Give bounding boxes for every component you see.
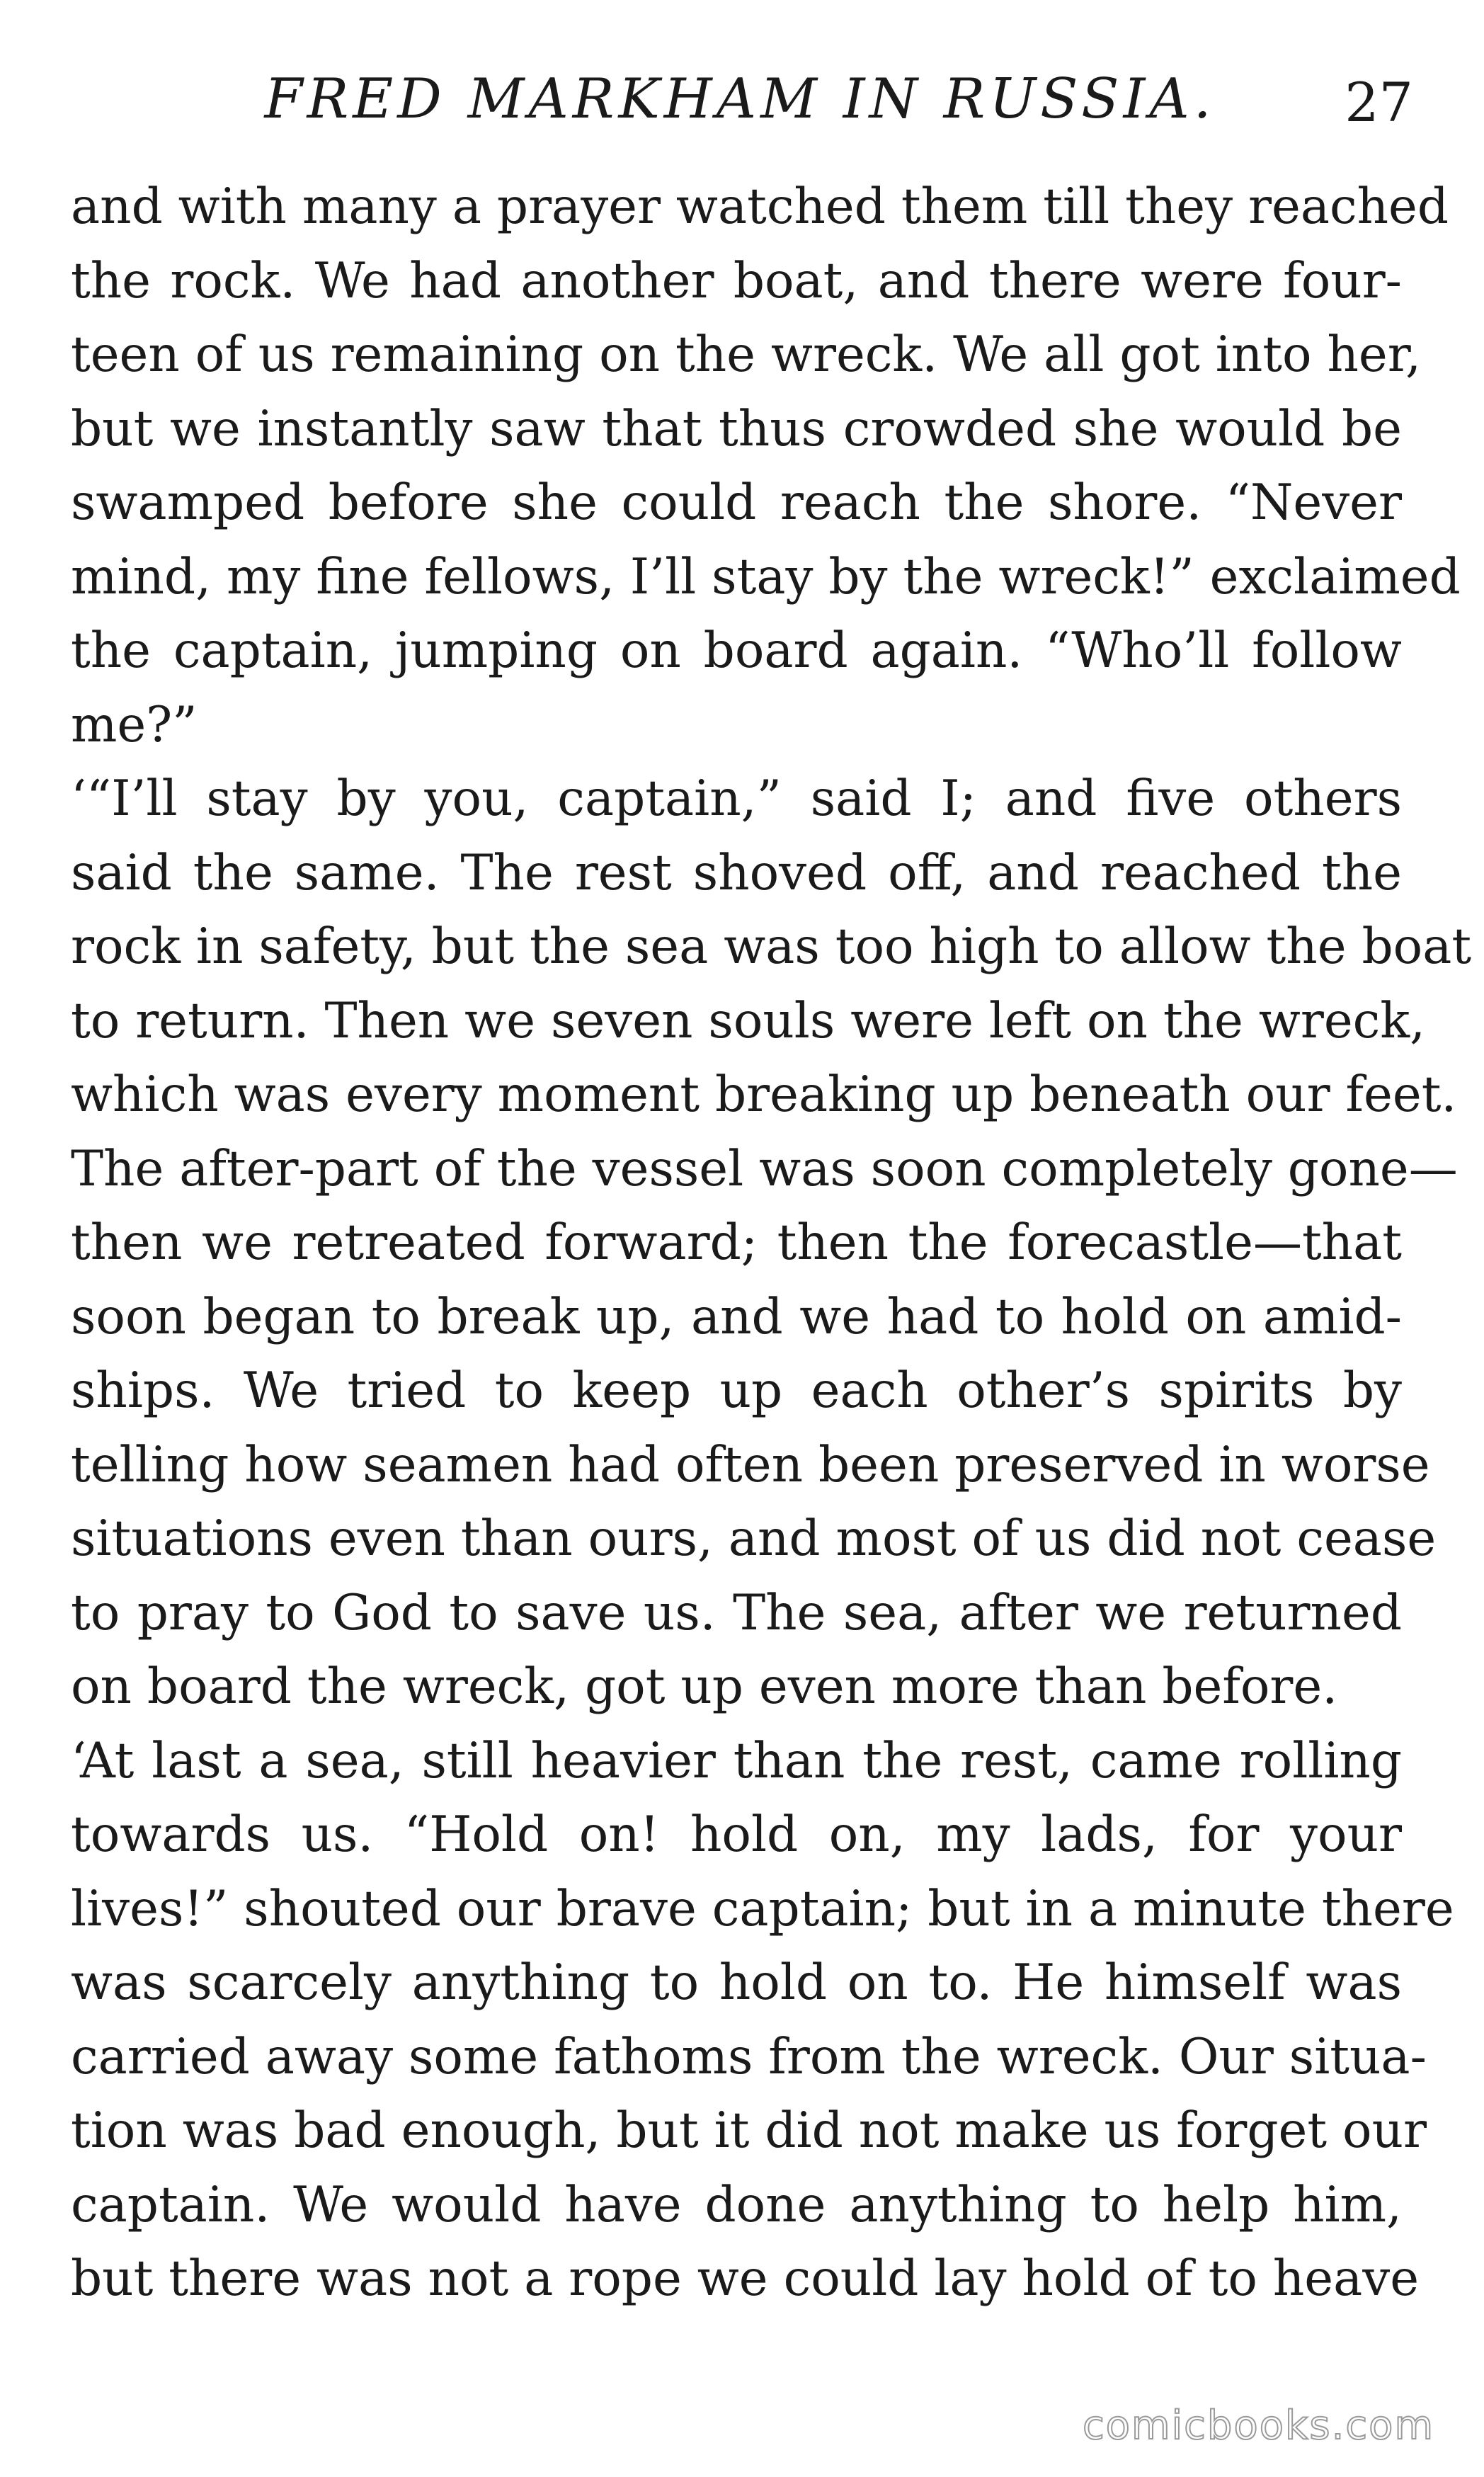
text-line: The after-part of the vessel was soon completely gone— [71,1140,1458,1197]
text-line: situations even than ours, and most of us did not cease [71,1510,1437,1567]
text-line: telling how seamen had often been preserved in worse [71,1436,1430,1493]
text-line: lives!” shouted our brave captain; but in a minute there [71,1880,1454,1937]
text-line: but we instantly saw that thus crowded she would be [71,400,1402,457]
text-line: said the same. The rest shoved off, and reached the [71,844,1402,901]
running-title: FRED MARKHAM IN RUSSIA. [264,67,1216,131]
text-line: towards us. “Hold on! hold on, my lads, for your [71,1806,1402,1863]
text-line: the captain, jumping on board again. “Who’ll follow [71,622,1402,679]
text-line: which was every moment breaking up beneath our feet. [71,1066,1457,1123]
text-line: to pray to God to save us. The sea, after we returned [71,1584,1402,1641]
watermark: comicbooks.com [1082,2403,1434,2449]
text-line: tion was bad enough, but it did not make us forget our [71,2102,1427,2159]
text-line: teen of us remaining on the wreck. We all got into her, [71,326,1422,383]
page-number: 27 [1345,71,1413,134]
text-line: ‘“I’ll stay by you, captain,” said I; and five others [71,770,1402,827]
text-line: captain. We would have done anything to help him, [71,2176,1402,2233]
text-line: was scarcely anything to hold on to. He himself was [71,1954,1402,2011]
text-line: me?” [71,696,198,753]
text-line: soon began to break up, and we had to hold on amid- [71,1288,1402,1345]
text-line: ships. We tried to keep up each other’s spirits by [71,1362,1402,1419]
text-line: then we retreated forward; then the forecastle—that [71,1214,1402,1271]
text-line: rock in safety, but the sea was too high to allow the boat [71,918,1472,975]
text-line: swamped before she could reach the shore. “Never [71,474,1402,531]
text-line: carried away some fathoms from the wreck. Our situa- [71,2028,1427,2085]
text-line: the rock. We had another boat, and there were four- [71,252,1402,309]
text-line: on board the wreck, got up even more than before. [71,1658,1338,1715]
text-line: but there was not a rope we could lay hold of to heave [71,2250,1420,2307]
text-line: ‘At last a sea, still heavier than the rest, came rolling [71,1732,1402,1789]
text-line: to return. Then we seven souls were left on the wreck, [71,992,1426,1049]
text-line: and with many a prayer watched them till they reached [71,178,1449,235]
text-line: mind, my fine fellows, I’ll stay by the wreck!” exclaimed [71,548,1461,605]
body-text [71,170,1472,2316]
